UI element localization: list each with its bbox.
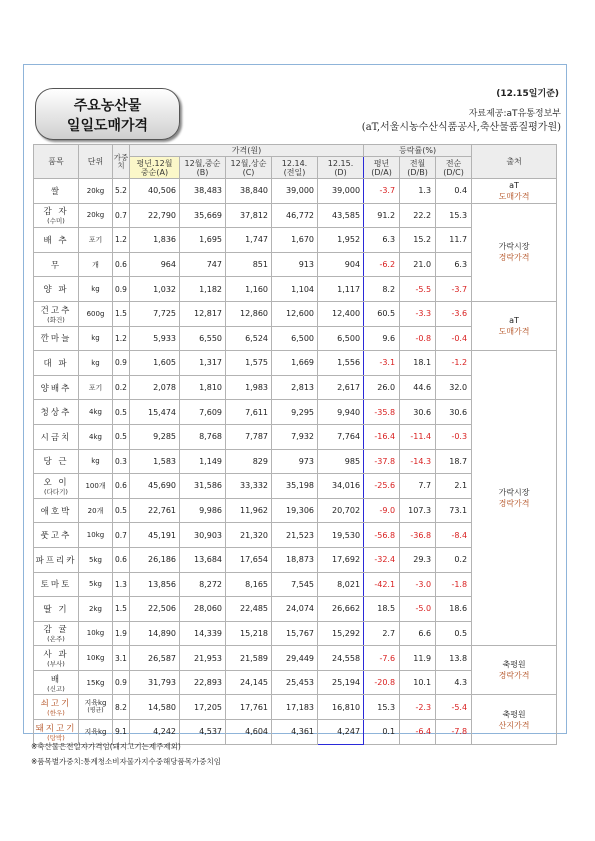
change-dc: -1.2 [436,351,472,376]
change-dc: -0.3 [436,424,472,449]
price-b: 8,272 [180,572,226,597]
price-d: 34,016 [318,474,364,499]
price-b: 12,817 [180,301,226,326]
change-da: -20.8 [364,670,400,695]
price-normal-a: 1,605 [130,351,180,376]
change-da: -56.8 [364,523,400,548]
change-db: -6.4 [400,720,436,745]
change-dc: -1.8 [436,572,472,597]
change-db: 22.2 [400,203,436,228]
date-note: (12.15일기준) [496,89,559,99]
change-dc: 30.6 [436,400,472,425]
item-name: 오 이 (다다기) [34,474,79,499]
table-row [34,351,557,376]
header-price-group: 가격(원) [130,145,364,157]
price-b: 8,768 [180,424,226,449]
price-d: 15,292 [318,621,364,646]
price-d: 1,952 [318,228,364,253]
source-cell: 가락시장 경락가격 [472,203,557,301]
price-c: 851 [226,252,272,277]
price-d: 20,702 [318,498,364,523]
item-name: 풋고추 [34,523,79,548]
item-name: 무 [34,252,79,277]
item-unit: 15Kg [79,670,113,695]
price-c: 7,787 [226,424,272,449]
price-prev: 973 [272,449,318,474]
price-d: 24,558 [318,646,364,671]
price-c: 21,589 [226,646,272,671]
source-line-2: (aT,서울시농수산식품공사,축산물품질평가원) [361,122,561,133]
price-normal-a: 26,587 [130,646,180,671]
price-b: 17,205 [180,695,226,720]
price-c: 17,761 [226,695,272,720]
change-dc: 13.8 [436,646,472,671]
change-db: 6.6 [400,621,436,646]
change-dc: -8.4 [436,523,472,548]
header-price-col: 12월,상순 (C) [226,157,272,179]
price-normal-a: 40,506 [130,179,180,204]
price-prev: 1,669 [272,351,318,376]
item-unit: 2kg [79,597,113,622]
item-unit: 20kg [79,179,113,204]
item-weight: 1.2 [113,228,130,253]
item-weight: 1.9 [113,621,130,646]
change-dc: 11.7 [436,228,472,253]
price-normal-a: 22,790 [130,203,180,228]
item-name: 딸 기 [34,597,79,622]
price-prev: 39,000 [272,179,318,204]
title-badge [35,88,180,140]
change-db: 11.9 [400,646,436,671]
header-change-group: 등락률(%) [364,145,472,157]
change-dc: -3.7 [436,277,472,302]
price-b: 1,182 [180,277,226,302]
item-weight: 3.1 [113,646,130,671]
price-b: 30,903 [180,523,226,548]
item-weight: 0.2 [113,375,130,400]
price-prev: 29,449 [272,646,318,671]
price-c: 7,611 [226,400,272,425]
change-dc: -5.4 [436,695,472,720]
price-b: 1,695 [180,228,226,253]
price-normal-a: 1,583 [130,449,180,474]
source-cell: 축평원 경락가격 [472,646,557,695]
item-weight: 0.9 [113,670,130,695]
price-c: 21,320 [226,523,272,548]
price-normal-a: 13,856 [130,572,180,597]
item-unit: 10kg [79,523,113,548]
item-unit: 5kg [79,547,113,572]
change-db: 18.1 [400,351,436,376]
change-dc: 0.2 [436,547,472,572]
header-price-col: 12.15. (D) [318,157,364,179]
item-name: 감 귤 (온주) [34,621,79,646]
item-weight: 1.3 [113,572,130,597]
change-db: 30.6 [400,400,436,425]
price-normal-a: 22,761 [130,498,180,523]
change-da: 0.1 [364,720,400,745]
price-normal-a: 22,506 [130,597,180,622]
item-unit: kg [79,449,113,474]
item-weight: 0.7 [113,523,130,548]
change-dc: 0.5 [436,621,472,646]
price-d: 19,530 [318,523,364,548]
price-normal-a: 4,242 [130,720,180,745]
change-dc: 0.4 [436,179,472,204]
change-da: -3.7 [364,179,400,204]
change-da: -35.8 [364,400,400,425]
price-b: 21,953 [180,646,226,671]
table-row [34,695,557,720]
item-weight: 0.6 [113,547,130,572]
price-prev: 6,500 [272,326,318,351]
price-b: 31,586 [180,474,226,499]
price-b: 14,339 [180,621,226,646]
change-db: 7.7 [400,474,436,499]
source-cell: aT 도매가격 [472,301,557,350]
price-normal-a: 964 [130,252,180,277]
price-c: 17,654 [226,547,272,572]
item-unit: 개 [79,252,113,277]
price-normal-a: 1,032 [130,277,180,302]
header-price-col: 평년.12월 중순(A) [130,157,180,179]
item-name: 건고추 (화건) [34,301,79,326]
price-c: 1,160 [226,277,272,302]
note-1: ※축산물은전일자가격임(돼지고기는제주제외) [31,742,181,751]
item-weight: 0.9 [113,351,130,376]
price-d: 12,400 [318,301,364,326]
price-c: 11,962 [226,498,272,523]
change-da: -6.2 [364,252,400,277]
price-normal-a: 31,793 [130,670,180,695]
change-da: 18.5 [364,597,400,622]
price-c: 829 [226,449,272,474]
price-b: 1,810 [180,375,226,400]
item-weight: 0.9 [113,277,130,302]
price-prev: 18,873 [272,547,318,572]
change-dc: 4.3 [436,670,472,695]
price-prev: 7,545 [272,572,318,597]
change-da: -3.1 [364,351,400,376]
price-prev: 7,932 [272,424,318,449]
table-row [34,203,557,228]
table-row [34,646,557,671]
price-prev: 4,361 [272,720,318,745]
change-db: -5.0 [400,597,436,622]
item-name: 파프리카 [34,547,79,572]
change-da: 91.2 [364,203,400,228]
item-weight: 8.2 [113,695,130,720]
item-unit: kg [79,351,113,376]
item-unit: 100개 [79,474,113,499]
item-name: 쇠고기 (한우) [34,695,79,720]
price-b: 4,537 [180,720,226,745]
price-c: 33,332 [226,474,272,499]
table-row [34,301,557,326]
price-normal-a: 5,933 [130,326,180,351]
header-source: 출처 [472,145,557,179]
change-da: -25.6 [364,474,400,499]
price-prev: 12,600 [272,301,318,326]
price-b: 7,609 [180,400,226,425]
item-weight: 0.5 [113,424,130,449]
item-unit: 20kg [79,203,113,228]
item-name: 토마토 [34,572,79,597]
change-da: -32.4 [364,547,400,572]
change-da: 15.3 [364,695,400,720]
change-db: 107.3 [400,498,436,523]
price-normal-a: 45,690 [130,474,180,499]
item-unit: 4kg [79,400,113,425]
header-price-col: 12.14. (전일) [272,157,318,179]
price-d: 1,556 [318,351,364,376]
header-price-col: 12월,중순 (B) [180,157,226,179]
source-cell: 가락시장 경락가격 [472,351,557,646]
item-name: 양배추 [34,375,79,400]
price-b: 38,483 [180,179,226,204]
change-db: -36.8 [400,523,436,548]
change-dc: -0.4 [436,326,472,351]
price-d: 8,021 [318,572,364,597]
price-d: 26,662 [318,597,364,622]
item-weight: 1.5 [113,597,130,622]
item-weight: 0.5 [113,400,130,425]
item-unit: 20개 [79,498,113,523]
price-c: 12,860 [226,301,272,326]
price-normal-a: 7,725 [130,301,180,326]
price-d: 1,117 [318,277,364,302]
change-db: 21.0 [400,252,436,277]
item-name: 배 (신고) [34,670,79,695]
change-db: -14.3 [400,449,436,474]
change-da: -42.1 [364,572,400,597]
note-2: ※품목별가중치:통계청소비자물가지수중해당품목가중치임 [31,757,221,766]
change-da: -9.0 [364,498,400,523]
price-normal-a: 26,186 [130,547,180,572]
title-line-1: 주요농산물 [73,98,142,114]
price-d: 17,692 [318,547,364,572]
item-weight: 9.1 [113,720,130,745]
item-unit: 포기 [79,228,113,253]
header-weight: 가중치 [113,145,130,179]
price-c: 4,604 [226,720,272,745]
change-dc: 32.0 [436,375,472,400]
item-weight: 1.5 [113,301,130,326]
item-name: 시금치 [34,424,79,449]
price-b: 9,986 [180,498,226,523]
item-weight: 0.3 [113,449,130,474]
item-unit: 4kg [79,424,113,449]
price-d: 25,194 [318,670,364,695]
price-d: 7,764 [318,424,364,449]
price-c: 24,145 [226,670,272,695]
item-name: 양 파 [34,277,79,302]
item-unit: 지육kg [79,720,113,745]
price-c: 1,575 [226,351,272,376]
price-b: 1,317 [180,351,226,376]
change-db: 10.1 [400,670,436,695]
price-d: 985 [318,449,364,474]
price-prev: 1,670 [272,228,318,253]
change-db: 29.3 [400,547,436,572]
change-da: 9.6 [364,326,400,351]
price-d: 43,585 [318,203,364,228]
price-prev: 19,306 [272,498,318,523]
price-d: 9,940 [318,400,364,425]
item-name: 쌀 [34,179,79,204]
item-name: 청상추 [34,400,79,425]
price-c: 37,812 [226,203,272,228]
item-unit: kg [79,326,113,351]
item-name: 돼지고기 (탕박) [34,720,79,745]
price-prev: 35,198 [272,474,318,499]
price-prev: 24,074 [272,597,318,622]
change-da: -37.8 [364,449,400,474]
price-b: 747 [180,252,226,277]
item-unit: 5kg [79,572,113,597]
source-cell: aT 도매가격 [472,179,557,204]
title-line-2: 일일도매가격 [66,118,149,134]
change-da: 6.3 [364,228,400,253]
change-db: -5.5 [400,277,436,302]
change-dc: -3.6 [436,301,472,326]
header-unit: 단위 [79,145,113,179]
price-c: 8,165 [226,572,272,597]
item-unit: 포기 [79,375,113,400]
price-b: 6,550 [180,326,226,351]
price-normal-a: 1,836 [130,228,180,253]
change-dc: 18.6 [436,597,472,622]
item-unit: 10Kg [79,646,113,671]
price-normal-a: 15,474 [130,400,180,425]
price-d: 4,247 [318,720,364,745]
item-weight: 0.6 [113,252,130,277]
price-c: 22,485 [226,597,272,622]
source-line-1: 자료제공:aT유통정보부 [468,109,561,119]
price-c: 6,524 [226,326,272,351]
price-b: 1,149 [180,449,226,474]
header-item: 품목 [34,145,79,179]
change-dc: -7.8 [436,720,472,745]
item-weight: 5.2 [113,179,130,204]
price-prev: 9,295 [272,400,318,425]
price-normal-a: 45,191 [130,523,180,548]
change-da: 60.5 [364,301,400,326]
change-dc: 18.7 [436,449,472,474]
change-db: -2.3 [400,695,436,720]
price-normal-a: 14,580 [130,695,180,720]
item-weight: 0.5 [113,498,130,523]
change-db: -3.3 [400,301,436,326]
price-c: 38,840 [226,179,272,204]
change-dc: 2.1 [436,474,472,499]
change-db: 1.3 [400,179,436,204]
price-b: 35,669 [180,203,226,228]
price-prev: 1,104 [272,277,318,302]
item-name: 대 파 [34,351,79,376]
item-name: 배 추 [34,228,79,253]
price-normal-a: 9,285 [130,424,180,449]
item-unit: 10kg [79,621,113,646]
price-prev: 15,767 [272,621,318,646]
price-prev: 25,453 [272,670,318,695]
change-da: 8.2 [364,277,400,302]
price-prev: 913 [272,252,318,277]
table-row [34,179,557,204]
price-c: 1,747 [226,228,272,253]
item-name: 감 자 (수미) [34,203,79,228]
item-unit: 600g [79,301,113,326]
item-name: 깐마늘 [34,326,79,351]
price-d: 39,000 [318,179,364,204]
price-c: 15,218 [226,621,272,646]
change-db: 15.2 [400,228,436,253]
price-prev: 17,183 [272,695,318,720]
change-da: -7.6 [364,646,400,671]
price-d: 904 [318,252,364,277]
change-db: -11.4 [400,424,436,449]
price-d: 16,810 [318,695,364,720]
item-unit: 지육kg (평균) [79,695,113,720]
price-b: 22,893 [180,670,226,695]
change-db: -3.0 [400,572,436,597]
price-d: 2,617 [318,375,364,400]
item-unit: kg [79,277,113,302]
change-db: -0.8 [400,326,436,351]
price-prev: 46,772 [272,203,318,228]
change-dc: 6.3 [436,252,472,277]
price-d: 6,500 [318,326,364,351]
price-prev: 21,523 [272,523,318,548]
price-normal-a: 14,890 [130,621,180,646]
price-prev: 2,813 [272,375,318,400]
change-da: -16.4 [364,424,400,449]
header-change-col: 평년 (D/A) [364,157,400,179]
header-change-col: 전순 (D/C) [436,157,472,179]
change-dc: 73.1 [436,498,472,523]
source-cell: 축평원 산지가격 [472,695,557,744]
price-b: 13,684 [180,547,226,572]
item-weight: 0.7 [113,203,130,228]
price-table [33,144,557,745]
item-name: 당 근 [34,449,79,474]
change-db: 44.6 [400,375,436,400]
change-da: 2.7 [364,621,400,646]
item-weight: 1.2 [113,326,130,351]
item-name: 애호박 [34,498,79,523]
item-weight: 0.6 [113,474,130,499]
header-change-col: 전월 (D/B) [400,157,436,179]
price-b: 28,060 [180,597,226,622]
price-c: 1,983 [226,375,272,400]
change-da: 26.0 [364,375,400,400]
change-dc: 15.3 [436,203,472,228]
price-normal-a: 2,078 [130,375,180,400]
item-name: 사 과 (부사) [34,646,79,671]
